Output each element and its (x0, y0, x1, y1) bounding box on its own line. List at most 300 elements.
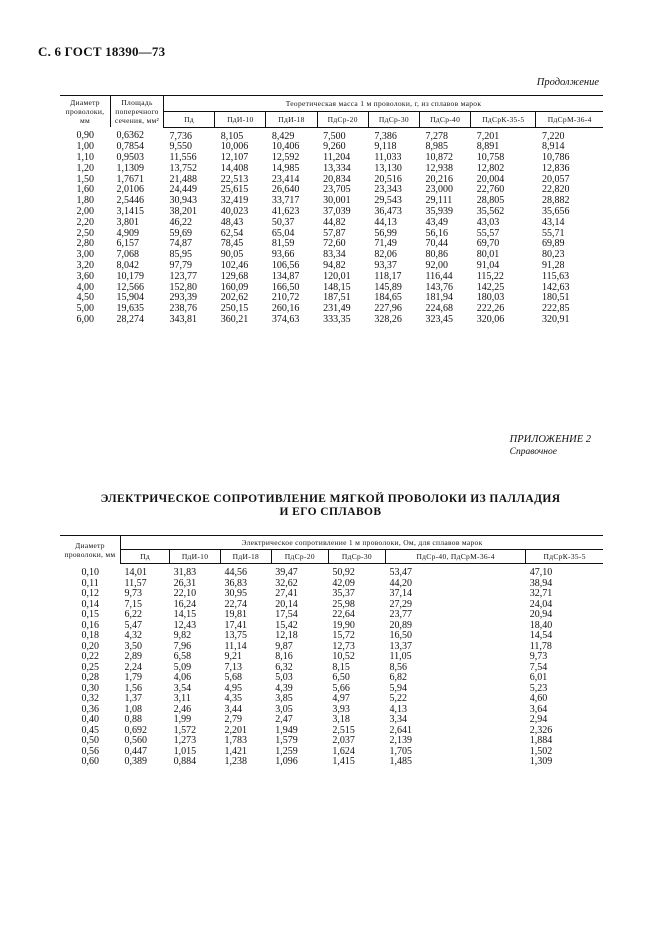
value-cell: 29,543 (374, 195, 402, 207)
diameter-cell: 0,18 (81, 630, 99, 641)
grade-header: ПдСрМ-36-4 (536, 111, 603, 127)
value-cell: 20,516 (374, 173, 402, 185)
diameter-cell: 0,56 (81, 745, 99, 757)
value-cell: 4,39 (275, 682, 293, 694)
value-cell: 23,77 (389, 609, 412, 620)
value-cell: 1,096 (275, 756, 298, 767)
value-cell: 11,204 (323, 152, 351, 164)
value-cell: 40,023 (220, 206, 249, 218)
value-cell: 69,70 (476, 238, 500, 250)
value-cell: 3,85 (275, 693, 293, 704)
value-cell: 2,5446 (116, 195, 144, 207)
value-cell: 7,54 (529, 661, 548, 673)
table-row (60, 315, 603, 326)
value-cell: 10,872 (425, 152, 454, 164)
value-cell: 6,50 (332, 672, 350, 683)
value-cell: 43,03 (476, 216, 500, 228)
value-cell: 7,201 (476, 130, 500, 142)
value-cell: 9,260 (323, 141, 346, 153)
value-cell: 3,1415 (116, 206, 144, 218)
diameter-cell: 3,00 (76, 249, 94, 261)
value-cell: 12,802 (476, 162, 505, 174)
diameter-cell: 0,45 (81, 724, 99, 736)
diameter-cell: 0,90 (76, 130, 94, 142)
value-cell: 59,69 (169, 227, 192, 239)
value-cell: 71,49 (374, 238, 397, 250)
value-cell: 2,94 (529, 714, 548, 725)
table-row (60, 715, 603, 726)
value-cell: 2,515 (332, 724, 355, 736)
value-cell: 38,94 (529, 577, 553, 589)
value-cell: 32,62 (275, 577, 298, 589)
value-cell: 38,201 (169, 206, 197, 218)
value-cell: 9,87 (275, 640, 293, 652)
value-cell: 20,004 (476, 173, 505, 185)
value-cell: 0,447 (124, 745, 147, 757)
value-cell: 181,94 (425, 292, 454, 304)
value-cell: 8,105 (220, 130, 244, 142)
value-cell: 22,820 (541, 184, 570, 196)
value-cell: 90,05 (220, 249, 244, 261)
value-cell: 9,21 (224, 651, 242, 662)
value-cell: 2,89 (124, 651, 142, 662)
value-cell: 62,54 (220, 227, 244, 239)
mass-group-header: Теоретическая масса 1 м проволоки, г, из сплавов марок (164, 96, 604, 112)
diameter-cell: 1,50 (76, 173, 94, 185)
value-cell: 94,82 (323, 260, 346, 272)
value-cell: 5,03 (275, 672, 293, 683)
value-cell: 72,60 (323, 238, 346, 250)
value-cell: 28,805 (476, 195, 505, 207)
value-cell: 46,22 (169, 216, 192, 228)
value-cell: 12,107 (220, 152, 249, 164)
value-cell: 6,58 (173, 651, 192, 662)
value-cell: 1,884 (529, 735, 553, 746)
value-cell: 81,59 (271, 238, 295, 250)
title-line-1: ЭЛЕКТРИЧЕСКОЕ СОПРОТИВЛЕНИЕ МЯГКОЙ ПРОВОЛОКИ ИЗ ПАЛЛАДИЯ (100, 493, 561, 505)
value-cell: 25,98 (332, 598, 355, 610)
table-row (60, 757, 603, 768)
value-cell: 35,562 (476, 206, 505, 218)
page-header: С. 6 ГОСТ 18390—73 (38, 44, 166, 59)
diameter-cell: 1,60 (76, 184, 94, 196)
value-cell: 20,057 (541, 173, 570, 185)
value-cell: 5,94 (389, 682, 407, 694)
diameter-cell: 0,10 (81, 566, 99, 578)
value-cell: 0,7854 (116, 141, 144, 153)
value-cell: 0,88 (124, 714, 142, 725)
title-line-2: И ЕГО СПЛАВОВ (279, 506, 382, 518)
value-cell: 36,83 (224, 577, 247, 589)
value-cell: 224,68 (425, 303, 454, 315)
grade-header: ПдСр-30 (328, 550, 385, 564)
value-cell: 4,97 (332, 693, 350, 704)
value-cell: 44,20 (389, 577, 412, 589)
value-cell: 3,801 (116, 216, 139, 228)
value-cell: 202,62 (220, 292, 249, 304)
value-cell: 26,31 (173, 577, 197, 589)
appendix-label: ПРИЛОЖЕНИЕ 2 (509, 434, 591, 445)
value-cell: 374,63 (271, 314, 300, 326)
value-cell: 8,429 (271, 130, 295, 142)
value-cell: 15,42 (275, 619, 298, 631)
value-cell: 20,94 (529, 609, 553, 620)
value-cell: 30,001 (323, 195, 351, 207)
value-cell: 320,06 (476, 314, 505, 326)
appendix-note: Справочное (509, 447, 557, 457)
value-cell: 29,111 (425, 195, 453, 207)
diameter-cell: 0,60 (81, 756, 99, 767)
grade-header: ПдИ-10 (215, 111, 266, 127)
value-cell: 24,449 (169, 184, 197, 196)
value-cell: 2,46 (173, 703, 192, 715)
value-cell: 152,80 (169, 281, 197, 293)
value-cell: 13,334 (323, 162, 351, 174)
mass-table (60, 95, 603, 326)
value-cell: 160,09 (220, 281, 249, 293)
value-cell: 7,220 (541, 130, 565, 142)
value-cell: 10,786 (541, 152, 570, 164)
value-cell: 180,03 (476, 292, 505, 304)
value-cell: 80,23 (541, 249, 565, 261)
value-cell: 5,66 (332, 682, 350, 694)
diameter-cell: 0,36 (81, 703, 99, 715)
value-cell: 5,47 (124, 619, 142, 631)
value-cell: 333,35 (323, 314, 351, 326)
value-cell: 12,836 (541, 162, 570, 174)
value-cell: 320,91 (541, 314, 570, 326)
value-cell: 2,47 (275, 714, 293, 725)
diameter-cell: 1,80 (76, 195, 94, 207)
value-cell: 15,72 (332, 630, 355, 641)
value-cell: 11,57 (124, 577, 147, 589)
value-cell: 56,16 (425, 227, 449, 239)
value-cell: 23,000 (425, 184, 454, 196)
value-cell: 33,717 (271, 195, 300, 207)
value-cell: 10,52 (332, 651, 355, 662)
value-cell: 7,13 (224, 661, 242, 673)
value-cell: 260,16 (271, 303, 300, 315)
value-cell: 6,82 (389, 672, 407, 683)
value-cell: 93,66 (271, 249, 295, 261)
value-cell: 115,63 (541, 270, 570, 282)
value-cell: 20,216 (425, 173, 454, 185)
value-cell: 1,485 (389, 756, 412, 767)
value-cell: 65,04 (271, 227, 295, 239)
value-cell: 16,24 (173, 598, 197, 610)
value-cell: 23,414 (271, 173, 300, 185)
value-cell: 91,04 (476, 260, 500, 272)
table-row (60, 127, 603, 142)
value-cell: 20,89 (389, 619, 412, 631)
value-cell: 118,17 (374, 270, 402, 282)
diameter-cell: 0,14 (81, 598, 99, 610)
value-cell: 44,56 (224, 567, 247, 578)
value-cell: 1,579 (275, 735, 298, 746)
value-cell: 148,15 (323, 281, 351, 293)
value-cell: 210,72 (271, 292, 300, 304)
value-cell: 7,068 (116, 249, 139, 261)
value-cell: 9,550 (169, 141, 192, 153)
diameter-cell: 2,20 (76, 216, 94, 228)
grade-header: ПдИ-18 (220, 550, 271, 564)
value-cell: 23,343 (374, 184, 402, 196)
table-row (60, 694, 603, 705)
value-cell: 4,909 (116, 227, 139, 239)
value-cell: 2,24 (124, 661, 142, 673)
value-cell: 115,22 (476, 270, 504, 282)
value-cell: 102,46 (220, 260, 249, 272)
value-cell: 0,6362 (116, 130, 144, 142)
value-cell: 106,56 (271, 260, 300, 272)
diameter-cell: 0,11 (81, 577, 99, 589)
value-cell: 12,18 (275, 630, 298, 641)
value-cell: 6,157 (116, 238, 139, 250)
value-cell: 1,705 (389, 745, 412, 757)
value-cell: 20,834 (323, 173, 351, 185)
value-cell: 5,09 (173, 661, 192, 673)
value-cell: 143,76 (425, 281, 454, 293)
grade-header: ПдСр-40, ПдСрМ-36-4 (385, 550, 525, 564)
value-cell: 5,68 (224, 672, 242, 683)
resistance-table (60, 535, 603, 768)
table-row (60, 610, 603, 621)
value-cell: 1,572 (173, 724, 197, 736)
diameter-cell: 4,00 (76, 281, 94, 293)
diameter-cell: 2,80 (76, 238, 94, 250)
diameter-cell: 0,16 (81, 619, 99, 631)
value-cell: 12,566 (116, 281, 144, 293)
value-cell: 231,49 (323, 303, 351, 315)
value-cell: 13,130 (374, 162, 402, 174)
value-cell: 50,92 (332, 567, 355, 578)
value-cell: 250,15 (220, 303, 249, 315)
value-cell: 20,14 (275, 598, 298, 610)
value-cell: 1,79 (124, 672, 142, 683)
value-cell: 7,15 (124, 598, 142, 610)
value-cell: 7,736 (169, 130, 192, 142)
value-cell: 11,78 (529, 640, 552, 652)
table-row (60, 736, 603, 747)
value-cell: 6,32 (275, 661, 293, 673)
value-cell: 8,56 (389, 661, 407, 673)
value-cell: 134,87 (271, 270, 300, 282)
diameter-cell: 0,12 (81, 588, 99, 599)
value-cell: 22,10 (173, 588, 197, 599)
value-cell: 36,473 (374, 206, 402, 218)
value-cell: 9,82 (173, 630, 192, 641)
value-cell: 31,83 (173, 567, 197, 578)
diameter-cell: 1,20 (76, 162, 94, 174)
value-cell: 6,22 (124, 609, 142, 620)
value-cell: 1,259 (275, 745, 298, 757)
value-cell: 1,238 (224, 756, 247, 767)
value-cell: 42,09 (332, 577, 355, 589)
value-cell: 293,39 (169, 292, 197, 304)
diameter-cell: 4,50 (76, 292, 94, 304)
value-cell: 14,54 (529, 630, 553, 641)
value-cell: 2,201 (224, 724, 247, 736)
table-row (60, 564, 603, 579)
value-cell: 7,278 (425, 130, 449, 142)
section-title (0, 493, 661, 519)
value-cell: 2,0106 (116, 184, 144, 196)
value-cell: 129,68 (220, 270, 249, 282)
diameter-cell: 0,25 (81, 661, 99, 673)
value-cell: 1,1309 (116, 162, 144, 174)
diameter-cell: 0,40 (81, 714, 99, 725)
value-cell: 13,75 (224, 630, 247, 641)
value-cell: 9,118 (374, 141, 397, 153)
value-cell: 3,54 (173, 682, 192, 694)
value-cell: 7,96 (173, 640, 192, 652)
value-cell: 97,79 (169, 260, 192, 272)
value-cell: 70,44 (425, 238, 449, 250)
value-cell: 142,25 (476, 281, 505, 293)
value-cell: 5,22 (389, 693, 407, 704)
value-cell: 19,635 (116, 303, 144, 315)
value-cell: 8,042 (116, 260, 139, 272)
value-cell: 3,11 (173, 693, 191, 704)
value-cell: 16,50 (389, 630, 412, 641)
value-cell: 323,45 (425, 314, 454, 326)
value-cell: 0,692 (124, 724, 147, 736)
diameter-cell: 0,30 (81, 682, 99, 694)
value-cell: 13,752 (169, 162, 197, 174)
value-cell: 25,615 (220, 184, 249, 196)
value-cell: 39,47 (275, 567, 298, 578)
value-cell: 1,015 (173, 745, 197, 757)
value-cell: 145,89 (374, 281, 402, 293)
value-cell: 35,37 (332, 588, 355, 599)
value-cell: 1,37 (124, 693, 142, 704)
value-cell: 1,502 (529, 745, 553, 757)
value-cell: 74,87 (169, 238, 192, 250)
value-cell: 24,04 (529, 598, 553, 610)
value-cell: 3,93 (332, 703, 350, 715)
diameter-header: Диаметр проволоки, мм (60, 96, 111, 128)
value-cell: 19,81 (224, 609, 247, 620)
diameter-header-2: Диаметр проволоки, мм (60, 536, 121, 564)
diameter-cell: 5,00 (76, 303, 94, 315)
value-cell: 9,73 (124, 588, 142, 599)
value-cell: 27,41 (275, 588, 298, 599)
value-cell: 80,86 (425, 249, 449, 261)
value-cell: 14,408 (220, 162, 249, 174)
value-cell: 238,76 (169, 303, 197, 315)
value-cell: 8,985 (425, 141, 449, 153)
value-cell: 2,326 (529, 724, 553, 736)
value-cell: 44,82 (323, 216, 346, 228)
value-cell: 30,943 (169, 195, 197, 207)
value-cell: 120,01 (323, 270, 351, 282)
value-cell: 22,64 (332, 609, 355, 620)
value-cell: 14,15 (173, 609, 197, 620)
value-cell: 1,08 (124, 703, 142, 715)
table-row (60, 652, 603, 663)
value-cell: 4,95 (224, 682, 242, 694)
value-cell: 10,179 (116, 270, 144, 282)
diameter-cell: 0,32 (81, 693, 99, 704)
value-cell: 142,63 (541, 281, 570, 293)
value-cell: 10,006 (220, 141, 249, 153)
value-cell: 47,10 (529, 567, 553, 578)
value-cell: 11,556 (169, 152, 197, 164)
area-header: Площадь поперечного сечения, мм² (111, 96, 164, 128)
value-cell: 360,21 (220, 314, 249, 326)
value-cell: 7,500 (323, 130, 346, 142)
value-cell: 1,56 (124, 682, 142, 694)
value-cell: 22,760 (476, 184, 505, 196)
grade-header: ПдИ-18 (266, 111, 317, 127)
value-cell: 92,00 (425, 260, 449, 272)
value-cell: 1,415 (332, 756, 355, 767)
diameter-cell: 3,60 (76, 270, 94, 282)
value-cell: 3,34 (389, 714, 407, 725)
diameter-cell: 0,20 (81, 640, 99, 652)
value-cell: 55,71 (541, 227, 565, 239)
value-cell: 12,938 (425, 162, 454, 174)
value-cell: 32,71 (529, 588, 553, 599)
value-cell: 1,421 (224, 745, 247, 757)
value-cell: 37,039 (323, 206, 351, 218)
diameter-cell: 1,00 (76, 141, 94, 153)
value-cell: 4,13 (389, 703, 407, 715)
value-cell: 1,309 (529, 756, 553, 767)
value-cell: 6,01 (529, 672, 548, 683)
grade-header: ПдСрК-35-5 (526, 550, 603, 564)
value-cell: 11,033 (374, 152, 402, 164)
value-cell: 8,16 (275, 651, 293, 662)
value-cell: 10,406 (271, 141, 300, 153)
value-cell: 80,01 (476, 249, 500, 261)
value-cell: 3,50 (124, 640, 142, 652)
value-cell: 93,37 (374, 260, 397, 272)
value-cell: 1,624 (332, 745, 355, 757)
value-cell: 43,49 (425, 216, 449, 228)
grade-header: ПдИ-10 (170, 550, 221, 564)
value-cell: 8,15 (332, 661, 350, 673)
value-cell: 83,34 (323, 249, 346, 261)
resistance-group-header: Электрическое сопротивление 1 м проволоки, Ом, для сплавов марок (121, 536, 604, 550)
value-cell: 28,274 (116, 314, 144, 326)
value-cell: 55,57 (476, 227, 500, 239)
value-cell: 2,79 (224, 714, 242, 725)
value-cell: 2,037 (332, 735, 355, 746)
table-row (60, 589, 603, 600)
value-cell: 180,51 (541, 292, 570, 304)
value-cell: 78,45 (220, 238, 244, 250)
value-cell: 5,23 (529, 682, 548, 694)
value-cell: 85,95 (169, 249, 192, 261)
value-cell: 0,389 (124, 756, 147, 767)
diameter-cell: 3,20 (76, 260, 94, 272)
value-cell: 1,99 (173, 714, 192, 725)
value-cell: 43,14 (541, 216, 565, 228)
value-cell: 37,14 (389, 588, 412, 599)
value-cell: 1,7671 (116, 173, 144, 185)
value-cell: 30,95 (224, 588, 247, 599)
value-cell: 18,40 (529, 619, 553, 631)
value-cell: 4,32 (124, 630, 142, 641)
value-cell: 35,939 (425, 206, 454, 218)
value-cell: 187,51 (323, 292, 351, 304)
grade-header: ПдСр-20 (317, 111, 368, 127)
value-cell: 32,419 (220, 195, 249, 207)
value-cell: 343,81 (169, 314, 197, 326)
diameter-cell: 0,50 (81, 735, 99, 746)
value-cell: 9,73 (529, 651, 548, 662)
